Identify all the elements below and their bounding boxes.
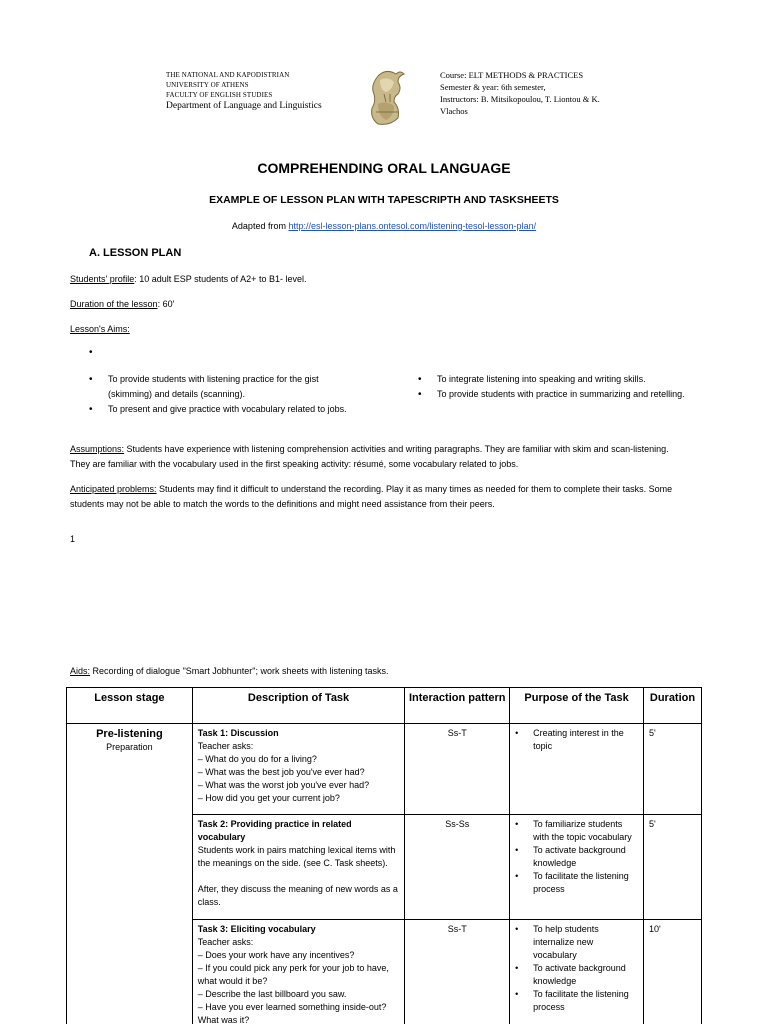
document-subtitle: EXAMPLE OF LESSON PLAN WITH TAPESCRIPTH AND TASKSHEETS [209, 194, 559, 206]
task-description-cell [192, 724, 405, 815]
problems-label: Anticipated problems: [70, 484, 157, 494]
aids-line [70, 664, 389, 679]
aims-label: Lesson's Aims: [70, 324, 130, 334]
task-line: – What was the best job you've ever had? [197, 767, 365, 777]
purpose-list [515, 727, 638, 753]
table-row [67, 724, 702, 815]
purpose-item: • To activate background knowledge [515, 962, 638, 988]
university-header [166, 70, 322, 111]
adapted-prefix: Adapted from [231, 221, 289, 231]
instructors-line-1: Instructors: B. Mitsikopoulou, T. Liontou & K. [440, 94, 600, 104]
university-line-2: UNIVERSITY OF ATHENS [166, 81, 249, 89]
task-line: Teacher asks: [197, 937, 254, 947]
purpose-item: • Creating interest in the topic [515, 727, 638, 753]
aim-item: • To integrate listening into speaking and writing skills. [418, 372, 688, 387]
aids-label: Aids: [70, 666, 91, 676]
assumptions-text: Students have experience with listening comprehension activities and writing paragraphs. They are familiar with skim and scan-listening. They are familiar with the vocabulary used in the first speaking activity: résumé, some vocabulary related to jobs. [70, 444, 669, 469]
duration-text: : 60' [157, 299, 175, 309]
department-name: Department of Language and Linguistics [166, 101, 322, 111]
anticipated-problems-paragraph [70, 482, 690, 512]
task-title: Task 3: Eliciting vocabulary [197, 924, 316, 934]
interaction-cell: Ss-T [405, 920, 510, 1024]
assumptions-label: Assumptions: [70, 444, 125, 454]
task-line: – What do you do for a living? [197, 754, 317, 764]
stage-name: Pre-listening [96, 728, 163, 740]
duration-cell: 5' [643, 815, 701, 920]
course-info [440, 69, 640, 117]
empty-bullet: • [89, 347, 93, 358]
purpose-item: • To activate background knowledge [515, 844, 638, 870]
students-profile [70, 272, 306, 287]
course-name: Course: ELT METHODS & PRACTICES [440, 70, 584, 80]
source-link[interactable]: http://esl-lesson-plans.ontesol.com/listening-tesol-lesson-plan/ [288, 221, 537, 231]
aim-item: • To provide students with listening practice for the gist (skimming) and details (scanning). [89, 372, 359, 402]
university-line-1: THE NATIONAL AND KAPODISTRIAN [166, 71, 290, 79]
table-header-row [67, 688, 702, 724]
duration-cell: 10' [643, 920, 701, 1024]
task-line: – Describe the last billboard you saw. [197, 989, 347, 999]
purpose-item: • To help students internalize new vocabulary [515, 923, 638, 962]
task-line: – What was the worst job you've ever had? [197, 780, 370, 790]
duration-label: Duration of the lesson [70, 299, 158, 309]
adapted-from-line [0, 221, 768, 231]
aims-list-left [89, 372, 359, 417]
aims-list-right [418, 372, 688, 402]
header-interaction: Interaction pattern [405, 688, 510, 724]
purpose-list [515, 818, 638, 896]
aim-item: • To present and give practice with vocabulary related to jobs. [89, 402, 359, 417]
task-description-cell [192, 920, 405, 1024]
profile-text: : 10 adult ESP students of A2+ to B1- level. [134, 274, 307, 284]
purpose-cell [510, 724, 644, 815]
interaction-cell: Ss-Ss [405, 815, 510, 920]
task-title: Task 1: Discussion [197, 728, 279, 738]
task-description-cell [192, 815, 405, 920]
task-text: Students work in pairs matching lexical items with the meanings on the side. (see C. Task sheets). [197, 845, 396, 868]
purpose-list [515, 923, 638, 1014]
aim-item: • To provide students with practice in summarizing and retelling. [418, 387, 688, 402]
header-purpose: Purpose of the Task [510, 688, 644, 724]
purpose-cell [510, 815, 644, 920]
task-line: – Does your work have any incentives? [197, 950, 355, 960]
task-line: – If you could pick any perk for your job to have, what would it be? [197, 963, 389, 986]
assumptions-paragraph [70, 442, 690, 472]
document-title: COMPREHENDING ORAL LANGUAGE [257, 160, 511, 176]
task-line: – How did you get your current job? [197, 793, 340, 803]
lesson-duration [70, 297, 174, 312]
profile-label: Students' profile [70, 274, 135, 284]
instructors-line-2: Vlachos [440, 106, 468, 116]
section-heading-lesson-plan: A. LESSON PLAN [89, 247, 182, 259]
athena-emblem-icon [364, 68, 410, 130]
task-line: – Have you ever learned something inside-out? What was it? [197, 1002, 387, 1024]
semester-info: Semester & year: 6th semester, [440, 82, 546, 92]
header-description: Description of Task [192, 688, 405, 724]
purpose-item: • To familiarize students with the topic vocabulary [515, 818, 638, 844]
task-line: Teacher asks: [197, 741, 254, 751]
lesson-plan-table [66, 687, 702, 1024]
duration-cell: 5' [643, 724, 701, 815]
task-text: After, they discuss the meaning of new words as a class. [197, 884, 398, 907]
purpose-item: • To facilitate the listening process [515, 988, 638, 1014]
aids-text: Recording of dialogue "Smart Jobhunter"; work sheets with listening tasks. [90, 666, 389, 676]
university-line-3: FACULTY OF ENGLISH STUDIES [166, 91, 273, 99]
stage-cell [67, 724, 193, 1024]
purpose-item: • To facilitate the listening process [515, 870, 638, 896]
task-title: Task 2: Providing practice in related vocabulary [197, 819, 352, 842]
interaction-cell: Ss-T [405, 724, 510, 815]
stage-subtitle: Preparation [106, 742, 153, 752]
problems-text: Students may find it difficult to understand the recording. Play it as many times as needed for them to complete their tasks. Some students may not be able to match the words to the definitions and might need assistance from their peers. [70, 484, 673, 509]
purpose-cell [510, 920, 644, 1024]
page-number: 1 [70, 534, 76, 544]
lesson-aims-heading [70, 322, 130, 337]
header-lesson-stage: Lesson stage [67, 688, 193, 724]
header-duration: Duration [643, 688, 701, 724]
